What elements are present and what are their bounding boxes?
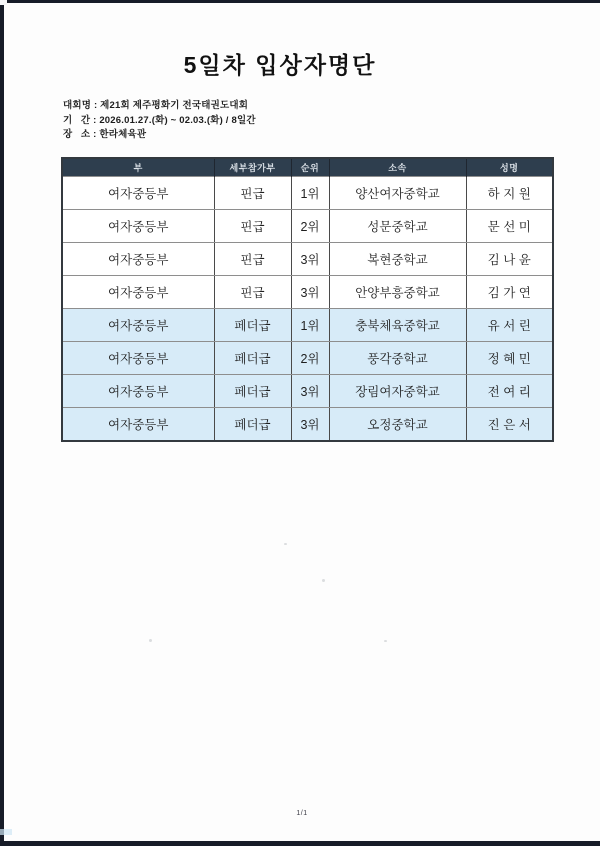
cell-category: 페더급: [214, 309, 291, 342]
cell-name: 문 선 미: [466, 210, 553, 243]
cell-name: 김 나 윤: [466, 243, 553, 276]
cell-category: 핀급: [214, 177, 291, 210]
table-row: [62, 309, 553, 342]
cell-rank: 1위: [291, 309, 329, 342]
scan-edge-top: [0, 0, 600, 3]
meta-event-period: 기 간 : 2026.01.27.(화) ~ 02.03.(화) / 8일간: [63, 114, 256, 126]
cell-name: 진 은 서: [466, 408, 553, 442]
cell-rank: 2위: [291, 342, 329, 375]
cell-rank: 3위: [291, 243, 329, 276]
col-header-category: 세부참가부: [214, 158, 291, 177]
cell-school: 장림여자중학교: [329, 375, 466, 408]
table-row: [62, 408, 553, 442]
cell-rank: 3위: [291, 408, 329, 442]
cell-school: 안양부흥중학교: [329, 276, 466, 309]
cell-category: 핀급: [214, 243, 291, 276]
winners-table: [61, 157, 554, 442]
cell-school: 충북체육중학교: [329, 309, 466, 342]
cell-school: 복현중학교: [329, 243, 466, 276]
cell-category: 페더급: [214, 342, 291, 375]
col-header-rank: 순위: [291, 158, 329, 177]
cell-name: 유 서 린: [466, 309, 553, 342]
table-row: [62, 210, 553, 243]
event-meta-block: [63, 99, 256, 143]
cell-name: 하 지 원: [466, 177, 553, 210]
cell-rank: 2위: [291, 210, 329, 243]
cell-name: 김 가 연: [466, 276, 553, 309]
cell-rank: 3위: [291, 276, 329, 309]
scan-artifact-sliver: [0, 829, 12, 835]
cell-rank: 3위: [291, 375, 329, 408]
cell-division: 여자중등부: [62, 243, 214, 276]
meta-event-venue: 장 소 : 한라체육관: [63, 129, 147, 140]
scan-speck: [149, 639, 152, 642]
table-row: [62, 342, 553, 375]
cell-division: 여자중등부: [62, 177, 214, 210]
document-title: 5일차 입상자명단: [183, 52, 377, 78]
cell-rank: 1위: [291, 177, 329, 210]
col-header-division: 부: [62, 158, 214, 177]
cell-name: 정 혜 민: [466, 342, 553, 375]
cell-category: 페더급: [214, 375, 291, 408]
cell-school: 양산여자중학교: [329, 177, 466, 210]
cell-division: 여자중등부: [62, 342, 214, 375]
scan-edge-left: [0, 0, 4, 846]
scan-speck: [384, 640, 387, 642]
cell-division: 여자중등부: [62, 375, 214, 408]
cell-school: 오정중학교: [329, 408, 466, 442]
table-row: [62, 276, 553, 309]
cell-school: 성문중학교: [329, 210, 466, 243]
cell-division: 여자중등부: [62, 309, 214, 342]
table-row: [62, 177, 553, 210]
cell-category: 핀급: [214, 276, 291, 309]
cell-category: 핀급: [214, 210, 291, 243]
table-header-row: [62, 158, 553, 177]
table-row: [62, 375, 553, 408]
scan-speck: [284, 543, 287, 545]
cell-division: 여자중등부: [62, 276, 214, 309]
cell-division: 여자중등부: [62, 408, 214, 442]
cell-category: 페더급: [214, 408, 291, 442]
cell-name: 전 여 리: [466, 375, 553, 408]
cell-school: 풍각중학교: [329, 342, 466, 375]
table-row: [62, 243, 553, 276]
meta-event-name: 대회명 : 제21회 제주평화기 전국태권도대회: [63, 100, 249, 111]
cell-division: 여자중등부: [62, 210, 214, 243]
col-header-school: 소속: [329, 158, 466, 177]
col-header-name: 성명: [466, 158, 553, 177]
page-number: 1/1: [296, 810, 308, 817]
scan-edge-bottom: [0, 841, 600, 846]
scan-speck: [322, 579, 325, 582]
scan-corner-notch: [0, 0, 7, 5]
